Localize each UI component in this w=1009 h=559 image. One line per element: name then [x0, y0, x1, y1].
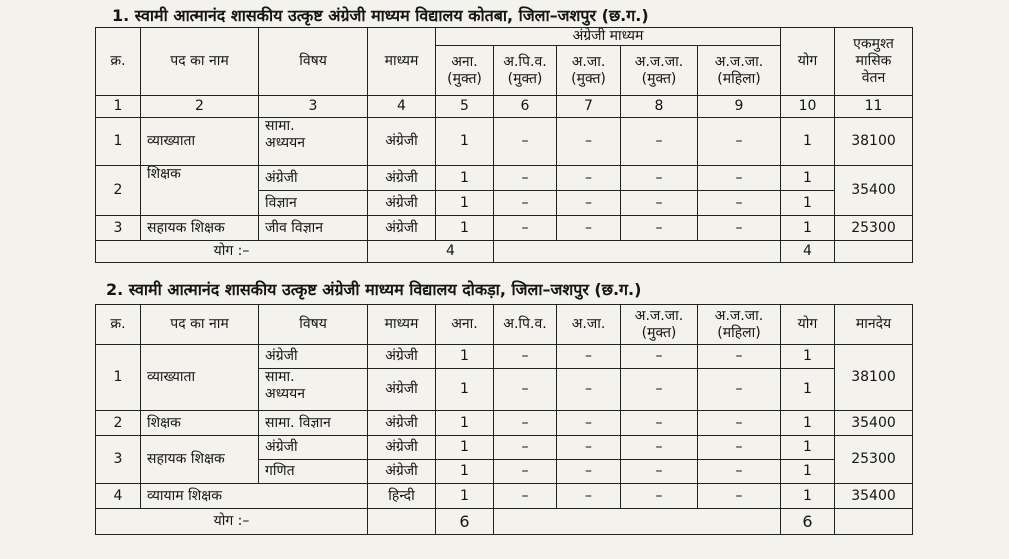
row-obc: –	[494, 369, 557, 411]
table-row	[96, 118, 913, 166]
header-pay-line-3: वेतन	[861, 70, 886, 86]
row-kr: 1	[96, 118, 141, 166]
row-obc: –	[494, 191, 557, 216]
row-pay: 35400	[835, 484, 913, 509]
row-post: शिक्षक	[141, 166, 259, 216]
column-number: 2	[141, 96, 259, 118]
header-obc	[494, 46, 557, 96]
row-st-women: –	[698, 216, 781, 241]
row-st-women: –	[698, 118, 781, 166]
row-post: व्याख्याता	[141, 345, 259, 411]
row-total: 1	[781, 436, 835, 460]
total-label: योग :–	[96, 241, 368, 263]
row-subject-line-2: अध्ययन	[265, 135, 305, 151]
header-post: पद का नाम	[141, 305, 259, 345]
header-st-line-1: अ.ज.जा.	[634, 307, 684, 324]
row-subject	[259, 369, 368, 411]
row-subject-line-2: अध्ययन	[265, 386, 305, 402]
row-sc: –	[557, 166, 621, 191]
row-una: 1	[436, 118, 494, 166]
row-pay: 38100	[835, 345, 913, 411]
header-subject: विषय	[259, 28, 368, 96]
row-una: 1	[436, 345, 494, 369]
header-sc: अ.जा.	[557, 305, 621, 345]
row-pay: 35400	[835, 166, 913, 216]
header-st	[621, 305, 698, 345]
row-total: 1	[781, 166, 835, 191]
header-medium: माध्यम	[368, 28, 436, 96]
header-obc: अ.पि.व.	[494, 305, 557, 345]
row-st: –	[621, 191, 698, 216]
table-row	[96, 436, 913, 460]
row-una: 1	[436, 460, 494, 484]
row-medium: अंग्रेजी	[368, 460, 436, 484]
row-subject: अंग्रेजी	[259, 345, 368, 369]
header-st	[621, 46, 698, 96]
row-total: 1	[781, 411, 835, 436]
column-number: 10	[781, 96, 835, 118]
table-row	[96, 484, 913, 509]
row-subject: विज्ञान	[259, 191, 368, 216]
row-sc: –	[557, 191, 621, 216]
row-sc: –	[557, 411, 621, 436]
row-una: 1	[436, 484, 494, 509]
row-obc: –	[494, 118, 557, 166]
total-medium-blank	[368, 509, 436, 535]
header-st-women	[698, 46, 781, 96]
row-pay: 38100	[835, 118, 913, 166]
header-una-line-1: अना.	[451, 53, 478, 70]
row-una: 1	[436, 369, 494, 411]
row-sc: –	[557, 345, 621, 369]
row-obc: –	[494, 166, 557, 191]
row-total: 1	[781, 118, 835, 166]
column-number-row	[96, 96, 913, 118]
header-total: योग	[781, 305, 835, 345]
header-pay-line-2: मासिक	[855, 53, 892, 69]
table-row	[96, 345, 913, 369]
total-value: 4	[781, 241, 835, 263]
header-obc-line-1: अ.पि.व.	[503, 53, 547, 70]
header-total: योग	[781, 28, 835, 96]
row-medium: अंग्रेजी	[368, 369, 436, 411]
table-row	[96, 216, 913, 241]
row-medium: अंग्रेजी	[368, 166, 436, 191]
column-number: 11	[835, 96, 913, 118]
row-st: –	[621, 118, 698, 166]
row-post: व्याख्याता	[141, 118, 259, 166]
total-una: 4	[368, 241, 494, 263]
row-st: –	[621, 411, 698, 436]
header-post: पद का नाम	[141, 28, 259, 96]
row-subject: जीव विज्ञान	[259, 216, 368, 241]
row-subject: सामा. विज्ञान	[259, 411, 368, 436]
header-english-medium-group: अंग्रेजी माध्यम	[436, 28, 781, 46]
row-post: शिक्षक	[141, 411, 259, 436]
header-st-line-1: अ.ज.जा.	[634, 53, 684, 70]
row-pay: 35400	[835, 411, 913, 436]
row-st: –	[621, 369, 698, 411]
header-una-line-2: (मुक्त)	[447, 70, 482, 87]
row-post: सहायक शिक्षक	[141, 216, 259, 241]
row-kr: 3	[96, 436, 141, 484]
row-medium: अंग्रेजी	[368, 345, 436, 369]
row-kr: 2	[96, 166, 141, 216]
column-number: 6	[494, 96, 557, 118]
row-una: 1	[436, 436, 494, 460]
row-sc: –	[557, 484, 621, 509]
row-total: 1	[781, 345, 835, 369]
column-number: 9	[698, 96, 781, 118]
header-pay: मानदेय	[835, 305, 913, 345]
header-st-women-line-1: अ.ज.जा.	[714, 307, 764, 324]
table-row	[96, 166, 913, 191]
row-medium: अंग्रेजी	[368, 436, 436, 460]
row-total: 1	[781, 216, 835, 241]
column-number: 3	[259, 96, 368, 118]
total-una: 6	[436, 509, 494, 535]
total-blank	[494, 241, 781, 263]
total-pay-blank	[835, 509, 913, 535]
header-una	[436, 46, 494, 96]
row-kr: 1	[96, 345, 141, 411]
row-subject: अंग्रेजी	[259, 166, 368, 191]
section-2-heading: 2. स्वामी आत्मानंद शासकीय उत्कृष्ट अंग्रेजी माध्यम विद्यालय दोकड़ा, जिला–जशपुर (छ.ग.)	[106, 280, 642, 299]
row-obc: –	[494, 345, 557, 369]
row-st: –	[621, 436, 698, 460]
total-value: 6	[781, 509, 835, 535]
header-medium: माध्यम	[368, 305, 436, 345]
row-sc: –	[557, 118, 621, 166]
row-sc: –	[557, 216, 621, 241]
header-st-line-2: (मुक्त)	[641, 70, 677, 87]
row-pay: 25300	[835, 436, 913, 484]
row-st: –	[621, 484, 698, 509]
row-st-women: –	[698, 166, 781, 191]
row-subject: अंग्रेजी	[259, 436, 368, 460]
row-medium: अंग्रेजी	[368, 411, 436, 436]
column-number: 4	[368, 96, 436, 118]
row-st-women: –	[698, 484, 781, 509]
total-row	[96, 509, 913, 535]
row-st-women: –	[698, 191, 781, 216]
column-number: 8	[621, 96, 698, 118]
row-kr: 3	[96, 216, 141, 241]
row-st: –	[621, 166, 698, 191]
row-una: 1	[436, 191, 494, 216]
header-subject: विषय	[259, 305, 368, 345]
header-st-women-line-1: अ.ज.जा.	[714, 53, 764, 70]
row-st-women: –	[698, 436, 781, 460]
row-obc: –	[494, 411, 557, 436]
header-pay	[835, 28, 913, 96]
header-st-women	[698, 305, 781, 345]
header-pay-line-1: एकमुश्त	[853, 36, 894, 52]
row-sc: –	[557, 436, 621, 460]
row-una: 1	[436, 411, 494, 436]
table-row	[96, 411, 913, 436]
section-1-table	[95, 27, 913, 263]
row-st: –	[621, 460, 698, 484]
row-una: 1	[436, 216, 494, 241]
row-una: 1	[436, 166, 494, 191]
row-st-women: –	[698, 345, 781, 369]
row-obc: –	[494, 484, 557, 509]
row-medium: अंग्रेजी	[368, 191, 436, 216]
header-kr: क्र.	[96, 28, 141, 96]
header-sc	[557, 46, 621, 96]
header-st-line-2: (मुक्त)	[641, 324, 677, 341]
row-st: –	[621, 216, 698, 241]
column-number: 1	[96, 96, 141, 118]
row-pay: 25300	[835, 216, 913, 241]
row-total: 1	[781, 460, 835, 484]
header-obc-line-2: (मुक्त)	[507, 70, 543, 87]
total-row	[96, 241, 913, 263]
row-total: 1	[781, 484, 835, 509]
row-medium: अंग्रेजी	[368, 216, 436, 241]
row-total: 1	[781, 369, 835, 411]
row-subject-line-1: सामा.	[265, 118, 295, 134]
row-kr: 4	[96, 484, 141, 509]
total-pay-blank	[835, 241, 913, 263]
column-number: 5	[436, 96, 494, 118]
row-obc: –	[494, 460, 557, 484]
row-subject-line-1: सामा.	[265, 369, 295, 385]
row-st: –	[621, 345, 698, 369]
row-total: 1	[781, 191, 835, 216]
header-sc-line-2: (मुक्त)	[571, 70, 606, 87]
column-number: 7	[557, 96, 621, 118]
row-post: व्यायाम शिक्षक	[141, 484, 368, 509]
total-blank	[494, 509, 781, 535]
row-post: सहायक शिक्षक	[141, 436, 259, 484]
row-kr: 2	[96, 411, 141, 436]
header-sc-line-1: अ.जा.	[571, 53, 606, 70]
row-sc: –	[557, 369, 621, 411]
header-st-women-line-2: (महिला)	[717, 324, 761, 341]
row-obc: –	[494, 436, 557, 460]
row-obc: –	[494, 216, 557, 241]
row-medium: हिन्दी	[368, 484, 436, 509]
row-st-women: –	[698, 411, 781, 436]
row-subject	[259, 118, 368, 166]
row-subject: गणित	[259, 460, 368, 484]
row-st-women: –	[698, 369, 781, 411]
header-st-women-line-2: (महिला)	[717, 70, 761, 87]
total-label: योग :–	[96, 509, 368, 535]
row-sc: –	[557, 460, 621, 484]
header-una: अना.	[436, 305, 494, 345]
row-medium: अंग्रेजी	[368, 118, 436, 166]
header-kr: क्र.	[96, 305, 141, 345]
row-st-women: –	[698, 460, 781, 484]
section-2-table	[95, 304, 913, 535]
section-1-heading: 1. स्वामी आत्मानंद शासकीय उत्कृष्ट अंग्रेजी माध्यम विद्यालय कोतबा, जिला–जशपुर (छ.ग.)	[112, 6, 649, 25]
